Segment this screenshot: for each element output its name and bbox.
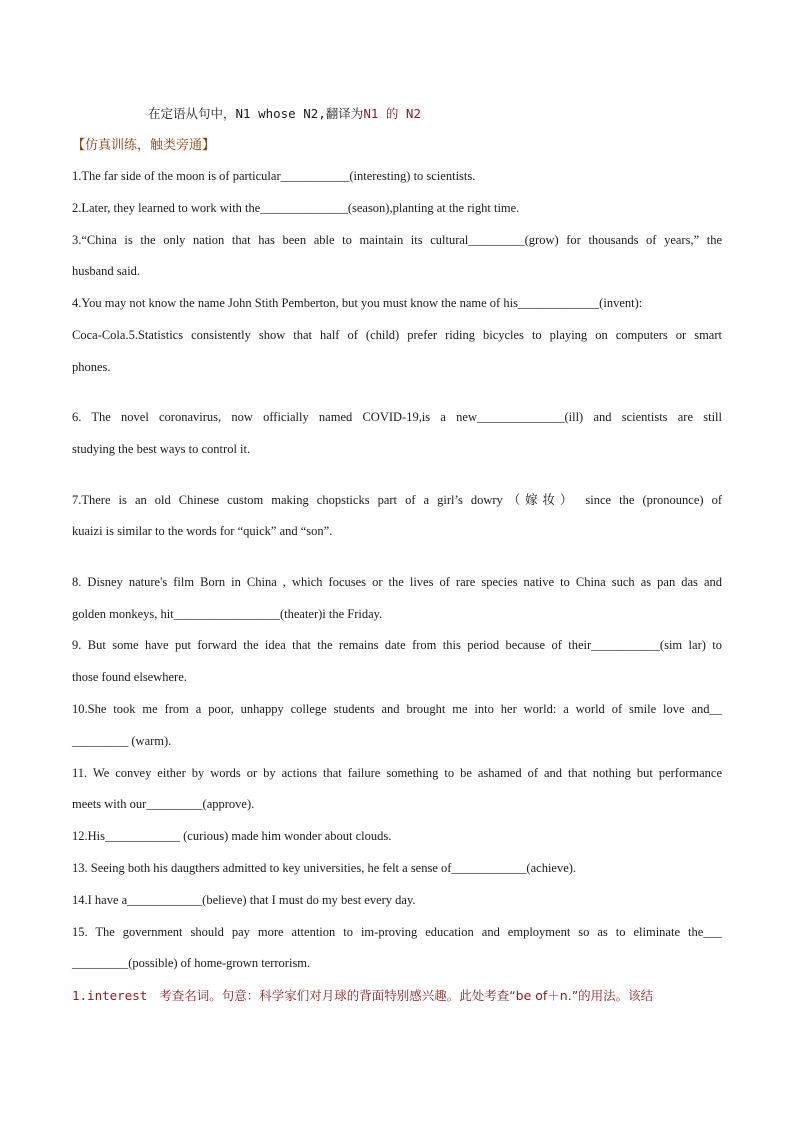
question-3-line-2: husband said. bbox=[72, 264, 141, 278]
question-6-line-2: studying the best ways to control it. bbox=[72, 442, 251, 456]
question-7-line-2: kuaizi is similar to the words for “quick” and “son”. bbox=[72, 524, 333, 538]
question-11-line-1: 11. We convey either by words or by actions that failure something to be ashamed of and that nothing but performance bbox=[72, 766, 722, 780]
question-10-line-2: _________ (warm). bbox=[72, 734, 172, 748]
question-9-line-1: 9. But some have put forward the idea that the remains date from this period because of their___________(sim lar) to bbox=[72, 638, 722, 652]
answer-number: 1.interest bbox=[72, 988, 148, 1003]
question-11-line-2: meets with our_________(approve). bbox=[72, 797, 255, 811]
question-5-line-1: Coca-Cola.5.Statistics consistently show that half of (child) prefer riding bicycles to playing on computers or smart bbox=[72, 328, 722, 342]
question-10-line-1: 10.She took me from a poor, unhappy college students and brought me into her world: a world of smile love and__ bbox=[72, 702, 722, 716]
question-13: 13. Seeing both his daugthers admitted to key universities, he felt a sense of____________(achieve). bbox=[72, 861, 577, 875]
question-1: 1.The far side of the moon is of particular___________(interesting) to scientists. bbox=[72, 169, 476, 183]
question-12: 12.His____________ (curious) made him wonder about clouds. bbox=[72, 829, 392, 843]
question-4-line-1: 4.You may not know the name John Stith Pemberton, but you must know the name of his_____________(invent): bbox=[72, 296, 643, 310]
question-8-line-1: 8. Disney nature's film Born in China , which focuses or the lives of rare species native to China such as pan das and bbox=[72, 575, 722, 589]
question-14: 14.I have a____________(believe) that I must do my best every day. bbox=[72, 893, 416, 907]
question-2: 2.Later, they learned to work with the______________(season),planting at the right time. bbox=[72, 201, 520, 215]
section-heading: 【仿真训练，触类旁通】 bbox=[72, 138, 216, 153]
question-8-line-2: golden monkeys, hit_________________(theater)i the Friday. bbox=[72, 607, 383, 621]
question-6-line-1: 6. The novel coronavirus, now officially named COVID-19,is a new______________(ill) and scientists are still bbox=[72, 410, 722, 424]
whose-rule-note bbox=[148, 104, 421, 122]
question-15-line-2: _________(possible) of home-grown terrorism. bbox=[72, 956, 311, 970]
question-3-line-1: 3.“China is the only nation that has been able to maintain its cultural_________(grow) for thousands of years,” the bbox=[72, 233, 722, 247]
question-5-line-2: phones. bbox=[72, 360, 111, 374]
answer-explanation: 考查名词。句意：科学家们对月球的背面特别感兴趣。此处考查“be of＋n.”的用法。该结 bbox=[159, 988, 654, 1003]
question-7-line-1: 7.There is an old Chinese custom making chopsticks part of a girl’s dowry（嫁妆） since the (pronounce) of bbox=[72, 493, 722, 507]
note-prefix: 在定语从句中，N1 whose N2,翻译为 bbox=[148, 106, 364, 121]
question-9-line-2: those found elsewhere. bbox=[72, 670, 187, 684]
note-suffix: N1 的 N2 bbox=[363, 106, 421, 121]
question-15-line-1: 15. The government should pay more attention to im-proving education and employment so as to eliminate the___ bbox=[72, 925, 722, 939]
answer-1 bbox=[72, 986, 732, 1004]
